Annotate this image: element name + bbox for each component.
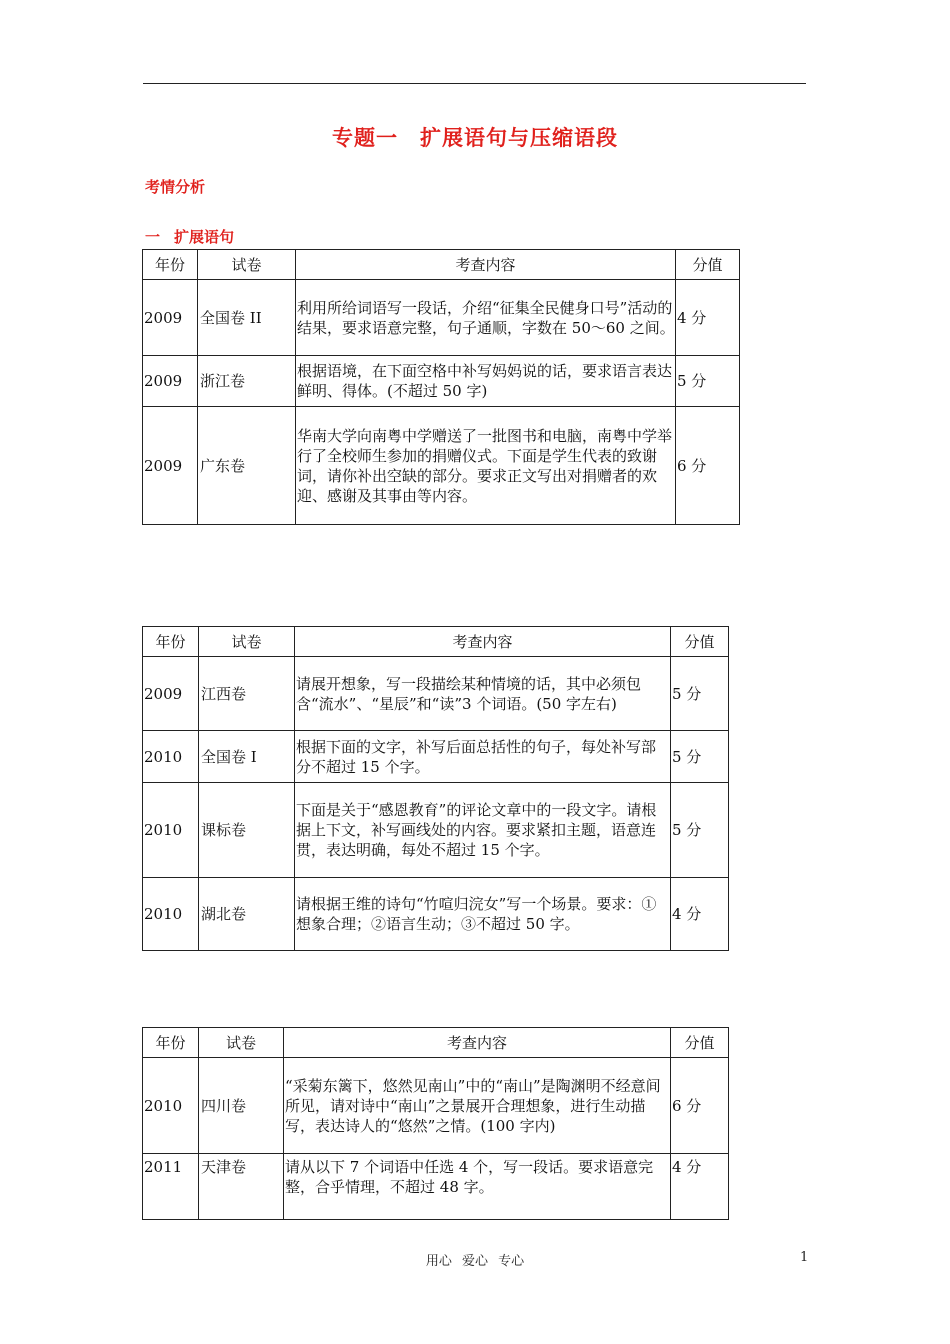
cell-score: 5 分 bbox=[671, 731, 729, 783]
section-heading-one bbox=[145, 226, 234, 247]
header-score: 分值 bbox=[671, 627, 729, 657]
header-content: 考查内容 bbox=[284, 1028, 671, 1058]
header-year: 年份 bbox=[143, 627, 199, 657]
header-paper: 试卷 bbox=[199, 1028, 284, 1058]
cell-paper: 课标卷 bbox=[199, 783, 295, 878]
cell-paper: 天津卷 bbox=[199, 1154, 284, 1220]
cell-content: 华南大学向南粤中学赠送了一批图书和电脑，南粤中学举行了全校师生参加的捐赠仪式。下面是学生代表的致谢词，请你补出空缺的部分。要求正文写出对捐赠者的欢迎、感谢及其事由等内容。 bbox=[296, 407, 676, 525]
header-year: 年份 bbox=[143, 1028, 199, 1058]
cell-paper: 广东卷 bbox=[198, 407, 296, 525]
section-heading-analysis: 考情分析 bbox=[145, 178, 206, 196]
cell-year: 2009 bbox=[143, 356, 198, 407]
cell-year: 2010 bbox=[143, 878, 199, 951]
table-row bbox=[143, 407, 740, 525]
table-header-row bbox=[143, 1028, 729, 1058]
table-row bbox=[143, 783, 729, 878]
cell-year: 2010 bbox=[143, 783, 199, 878]
table-row bbox=[143, 657, 729, 731]
page-title: 专题一 扩展语句与压缩语段 bbox=[332, 126, 618, 150]
cell-content: 请根据王维的诗句“竹喧归浣女”写一个场景。要求：①想象合理；②语言生动；③不超过 50 字。 bbox=[295, 878, 671, 951]
cell-year: 2010 bbox=[143, 731, 199, 783]
section-number: 一 bbox=[145, 228, 161, 246]
cell-paper: 全国卷 I bbox=[199, 731, 295, 783]
cell-score: 6 分 bbox=[671, 1058, 729, 1154]
header-paper: 试卷 bbox=[198, 250, 296, 280]
header-content: 考查内容 bbox=[296, 250, 676, 280]
cell-score: 4 分 bbox=[671, 878, 729, 951]
cell-content: 下面是关于“感恩教育”的评论文章中的一段文字。请根据上下文，补写画线处的内容。要求紧扣主题，语意连贯，表达明确，每处不超过 15 个字。 bbox=[295, 783, 671, 878]
header-paper: 试卷 bbox=[199, 627, 295, 657]
table-row bbox=[143, 280, 740, 356]
header-content: 考查内容 bbox=[295, 627, 671, 657]
cell-paper: 湖北卷 bbox=[199, 878, 295, 951]
cell-paper: 浙江卷 bbox=[198, 356, 296, 407]
cell-score: 5 分 bbox=[671, 783, 729, 878]
header-year: 年份 bbox=[143, 250, 198, 280]
exam-table-3 bbox=[142, 1027, 729, 1220]
section-label: 扩展语句 bbox=[174, 228, 235, 246]
cell-content: 请展开想象，写一段描绘某种情境的话，其中必须包含“流水”、“星辰”和“读”3 个词语。(50 字左右) bbox=[295, 657, 671, 731]
cell-paper: 四川卷 bbox=[199, 1058, 284, 1154]
cell-year: 2009 bbox=[143, 407, 198, 525]
table-header-row bbox=[143, 250, 740, 280]
page-number: 1 bbox=[800, 1250, 809, 1265]
exam-table-1 bbox=[142, 249, 740, 525]
cell-paper: 江西卷 bbox=[199, 657, 295, 731]
header-score: 分值 bbox=[671, 1028, 729, 1058]
cell-year: 2011 bbox=[143, 1154, 199, 1220]
cell-score: 5 分 bbox=[676, 356, 740, 407]
cell-content: 利用所给词语写一段话，介绍“征集全民健身口号”活动的结果，要求语意完整，句子通顺，字数在 50～60 之间。 bbox=[296, 280, 676, 356]
cell-content: 根据语境，在下面空格中补写妈妈说的话，要求语言表达鲜明、得体。(不超过 50 字) bbox=[296, 356, 676, 407]
cell-paper: 全国卷 II bbox=[198, 280, 296, 356]
cell-content: 根据下面的文字，补写后面总括性的句子，每处补写部分不超过 15 个字。 bbox=[295, 731, 671, 783]
cell-year: 2010 bbox=[143, 1058, 199, 1154]
cell-score: 5 分 bbox=[671, 657, 729, 731]
cell-year: 2009 bbox=[143, 280, 198, 356]
table-row bbox=[143, 1058, 729, 1154]
exam-table-2 bbox=[142, 626, 729, 951]
header-score: 分值 bbox=[676, 250, 740, 280]
table-row bbox=[143, 731, 729, 783]
cell-year: 2009 bbox=[143, 657, 199, 731]
cell-content: “采菊东篱下，悠然见南山”中的“南山”是陶渊明不经意间所见，请对诗中“南山”之景展开合理想象，进行生动描写，表达诗人的“悠然”之情。(100 字内) bbox=[284, 1058, 671, 1154]
cell-score: 6 分 bbox=[676, 407, 740, 525]
table-row bbox=[143, 878, 729, 951]
cell-score: 4 分 bbox=[671, 1154, 729, 1220]
table-row bbox=[143, 1154, 729, 1220]
cell-content: 请从以下 7 个词语中任选 4 个，写一段话。要求语意完整，合乎情理，不超过 48 字。 bbox=[284, 1154, 671, 1220]
table-row bbox=[143, 356, 740, 407]
table-header-row bbox=[143, 627, 729, 657]
cell-score: 4 分 bbox=[676, 280, 740, 356]
header-rule bbox=[143, 83, 806, 84]
page-footer: 用心 爱心 专心 bbox=[425, 1254, 525, 1269]
